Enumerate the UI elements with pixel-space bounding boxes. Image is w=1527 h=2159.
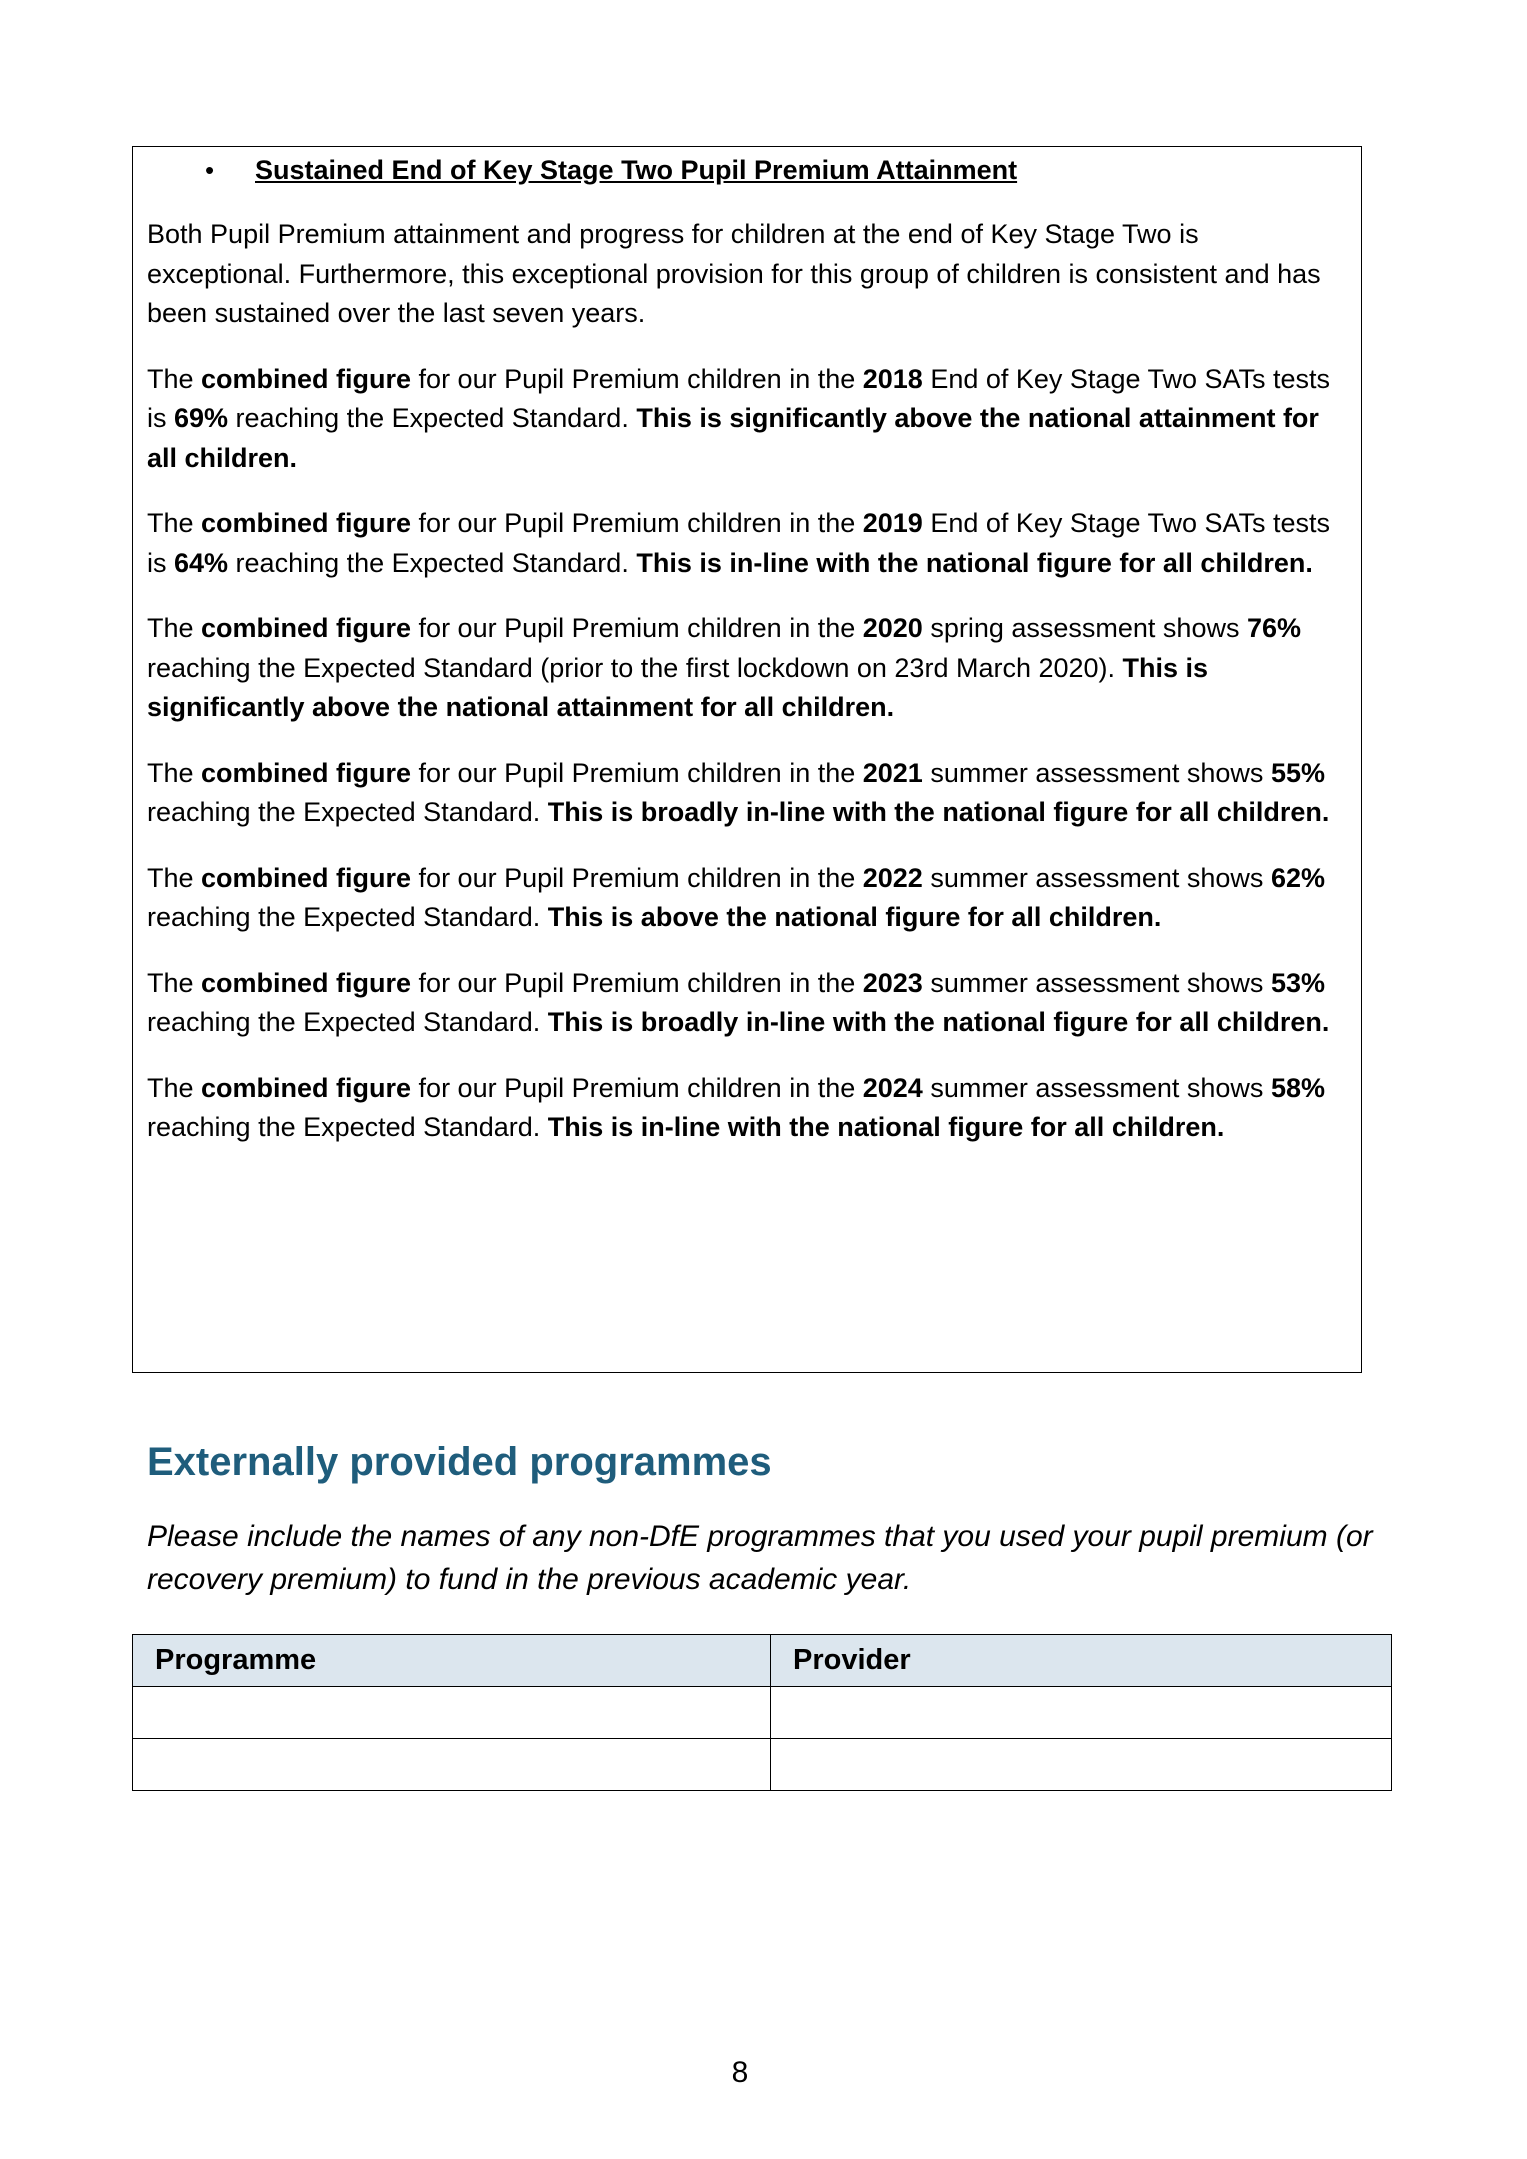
- paragraph-verdict: This is above the national figure for all children.: [547, 902, 1162, 932]
- paragraph-lead: The: [147, 967, 202, 998]
- attainment-paragraph: [147, 964, 1331, 1043]
- paragraph-combined: combined figure: [201, 757, 412, 788]
- intro-paragraph: Both Pupil Premium attainment and progress for children at the end of Key Stage Two is exceptional. Furthermore, this exceptional provision for this group of children is consistent and has been sustained over the last seven years.: [147, 219, 1321, 328]
- paragraph-mid3: reaching the Expected Standard.: [228, 403, 637, 433]
- paragraph-mid2: summer assessment shows: [922, 757, 1271, 788]
- paragraph-year: 2023: [862, 967, 923, 998]
- paragraph-combined: combined figure: [201, 1072, 412, 1103]
- paragraph-mid3: reaching the Expected Standard.: [147, 797, 548, 827]
- paragraph-mid1: for our Pupil Premium children in the: [411, 967, 863, 998]
- page-number: 8: [731, 2056, 749, 2089]
- paragraph-mid1: for our Pupil Premium children in the: [411, 862, 863, 893]
- programme-cell[interactable]: [133, 1739, 771, 1791]
- section-instruction: Please include the names of any non-DfE programmes that you used your pupil premium (or recovery premium) to fund in the previous academic year.: [147, 1520, 1373, 1596]
- paragraph-verdict: This is significantly above the national attainment for all children.: [147, 403, 1319, 473]
- table-header-row: [133, 1635, 1392, 1687]
- attainment-box: [132, 146, 1362, 1373]
- paragraph-mid1: for our Pupil Premium children in the: [411, 613, 863, 643]
- paragraph-lead: The: [147, 508, 202, 538]
- paragraph-combined: combined figure: [201, 363, 412, 394]
- paragraph-lead: The: [147, 1072, 202, 1103]
- paragraph-year: 2022: [862, 862, 923, 893]
- paragraph-verdict: This is in-line with the national figure for all children.: [547, 1112, 1225, 1142]
- paragraph-year: 2018: [862, 363, 923, 394]
- paragraph-percent: 53%: [1270, 967, 1325, 998]
- paragraph-lead: The: [147, 757, 202, 788]
- provider-cell[interactable]: [771, 1687, 1392, 1739]
- paragraph-year: 2020: [862, 613, 923, 643]
- paragraph-mid3: reaching the Expected Standard.: [147, 1112, 548, 1142]
- paragraph-percent: 58%: [1270, 1072, 1325, 1103]
- paragraph-combined: combined figure: [201, 967, 412, 998]
- section-heading: Externally provided programmes: [147, 1440, 772, 1484]
- attainment-paragraph: [147, 754, 1331, 833]
- paragraph-verdict: This is significantly above the national attainment for all children.: [147, 652, 1209, 722]
- paragraph-mid1: for our Pupil Premium children in the: [411, 757, 863, 788]
- table-row: [133, 1739, 1392, 1791]
- paragraph-verdict: This is broadly in-line with the national figure for all children.: [547, 1007, 1330, 1037]
- paragraph-year: 2024: [862, 1072, 923, 1103]
- paragraph-mid1: for our Pupil Premium children in the: [411, 508, 863, 538]
- bullet-heading: Sustained End of Key Stage Two Pupil Premium Attainment: [255, 155, 1018, 185]
- bullet-item: [147, 151, 1331, 189]
- attainment-paragraph: [147, 1069, 1331, 1148]
- paragraph-year: 2021: [862, 757, 923, 788]
- attainment-paragraph: [147, 859, 1331, 938]
- paragraph-combined: combined figure: [201, 508, 412, 538]
- paragraph-mid2: summer assessment shows: [922, 967, 1271, 998]
- attainment-paragraph: [147, 504, 1331, 583]
- paragraph-mid2: summer assessment shows: [922, 1072, 1271, 1103]
- programmes-table: [132, 1634, 1392, 1791]
- paragraph-percent: 62%: [1270, 862, 1325, 893]
- paragraph-year: 2019: [862, 508, 923, 538]
- paragraph-combined: combined figure: [201, 613, 412, 643]
- paragraph-mid3: reaching the Expected Standard.: [147, 902, 548, 932]
- bullet-icon: •: [205, 155, 215, 185]
- paragraph-mid2: End of Key Stage Two SATs tests is: [147, 363, 1331, 433]
- attainment-paragraph: [147, 360, 1331, 479]
- paragraph-percent: 69%: [174, 403, 229, 433]
- paragraph-verdict: This is in-line with the national figure for all children.: [636, 547, 1313, 578]
- paragraph-verdict: This is broadly in-line with the national figure for all children.: [547, 797, 1330, 827]
- paragraph-mid2: summer assessment shows: [922, 862, 1271, 893]
- attainment-paragraph: [147, 609, 1331, 728]
- paragraph-combined: combined figure: [201, 862, 412, 893]
- paragraph-mid3: reaching the Expected Standard (prior to the first lockdown on 23rd March 2020).: [147, 652, 1123, 683]
- paragraph-mid1: for our Pupil Premium children in the: [411, 1072, 863, 1103]
- header-programme: Programme: [133, 1635, 771, 1687]
- paragraph-percent: 64%: [174, 547, 229, 578]
- paragraph-mid3: reaching the Expected Standard.: [228, 547, 637, 578]
- paragraph-mid2: spring assessment shows: [922, 613, 1247, 643]
- attainment-paragraphs: [147, 360, 1331, 1148]
- paragraph-percent: 76%: [1246, 613, 1302, 643]
- paragraph-mid2: End of Key Stage Two SATs tests is: [147, 508, 1331, 578]
- header-provider: Provider: [771, 1635, 1392, 1687]
- paragraph-lead: The: [147, 613, 202, 643]
- paragraph-mid3: reaching the Expected Standard.: [147, 1007, 548, 1037]
- paragraph-mid1: for our Pupil Premium children in the: [411, 363, 863, 394]
- provider-cell[interactable]: [771, 1739, 1392, 1791]
- programme-cell[interactable]: [133, 1687, 771, 1739]
- table-row: [133, 1687, 1392, 1739]
- paragraph-percent: 55%: [1270, 757, 1325, 788]
- paragraph-lead: The: [147, 862, 202, 893]
- paragraph-lead: The: [147, 363, 202, 394]
